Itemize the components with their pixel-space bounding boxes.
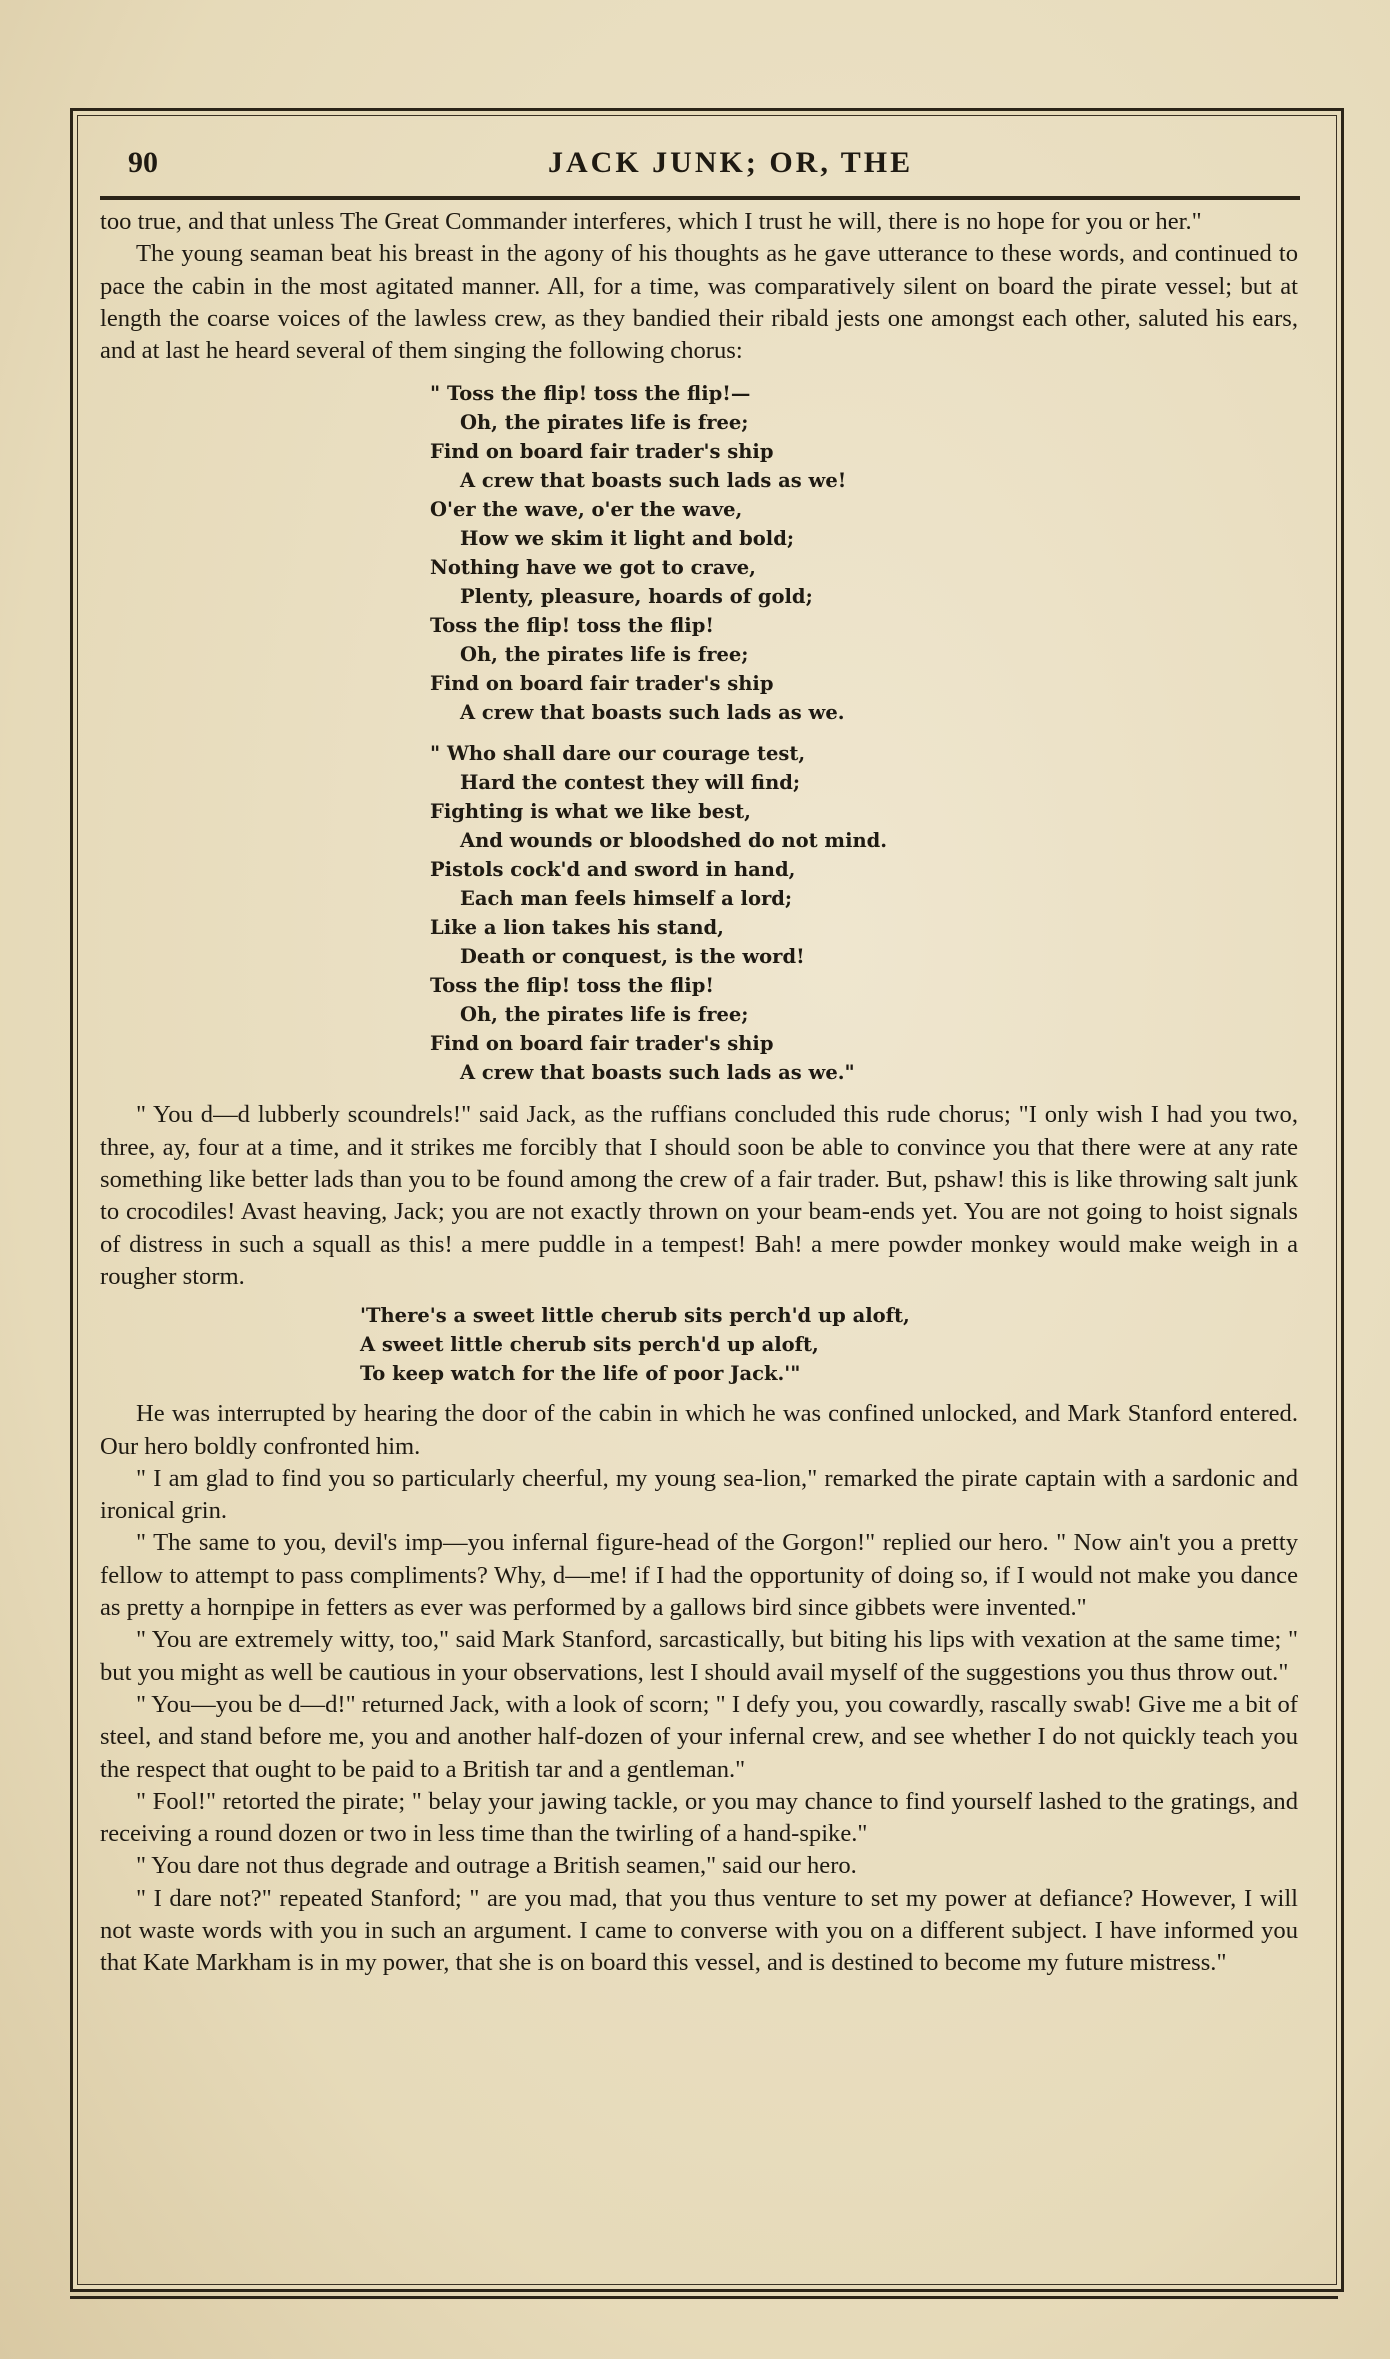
verse-line: Hard the contest they will find;: [460, 771, 801, 795]
verse-line: Find on board fair trader's ship: [430, 672, 774, 696]
running-head: JACK JUNK; OR, THE: [548, 146, 914, 179]
verse-line: A sweet little cherub sits perch'd up aloft,: [360, 1333, 819, 1357]
verse-line: Toss the flip! toss the flip!: [430, 614, 714, 638]
verse-line: 'There's a sweet little cherub sits perch'd up aloft,: [360, 1304, 910, 1328]
paragraph: " You dare not thus degrade and outrage a British seamen," said our hero.: [136, 1852, 857, 1880]
paragraph: too true, and that unless The Great Commander interferes, which I trust he will, there is no hope for you or her.": [100, 208, 1202, 235]
verse-line: Plenty, pleasure, hoards of gold;: [460, 585, 813, 609]
verse-line: Toss the flip! toss the flip!: [430, 974, 714, 998]
verse-line: " Toss the flip! toss the flip!—: [430, 382, 751, 406]
page-header: [128, 142, 1308, 192]
verse-line: Nothing have we got to crave,: [430, 556, 756, 580]
paragraph: " You are extremely witty, too," said Mark Stanford, sarcastically, but biting his lips with vexation at the same time; " but you might as well be cautious in your observations, lest I should avail myself of the suggestions you thus throw out.": [100, 1626, 1298, 1686]
verse-line: A crew that boasts such lads as we.: [460, 701, 845, 725]
verse-line: How we skim it light and bold;: [460, 527, 795, 551]
paragraph: The young seaman beat his breast in the agony of his thoughts as he gave utterance to these words, and continued to pace the cabin in the most agitated manner. All, for a time, was comparatively silent on board the pirate vessel; but at length the coarse voices of the lawless crew, as they bandied their ribald jests one amongst each other, saluted his ears, and at last he heard several of them singing the following chorus:: [100, 240, 1298, 365]
verse-line: O'er the wave, o'er the wave,: [430, 498, 743, 522]
cherub-verse: [100, 1301, 1298, 1388]
verse-line: To keep watch for the life of poor Jack.'": [360, 1362, 801, 1386]
paragraph: " I dare not?" repeated Stanford; " are you mad, that you thus venture to set my power at defiance? However, I will not waste words with you in such an argument. I came to converse with you on a different subject. I have informed you that Kate Markham is in my power, that she is on board this vessel, and is destined to become my future mistress.": [100, 1884, 1298, 1977]
verse-line: " Who shall dare our courage test,: [430, 742, 806, 766]
verse-line: And wounds or bloodshed do not mind.: [460, 829, 888, 853]
verse-line: A crew that boasts such lads as we.": [460, 1061, 855, 1085]
paragraph: " You—you be d—d!" returned Jack, with a look of scorn; " I defy you, you cowardly, rascally swab! Give me a bit of steel, and stand before me, you and another half-dozen of your infernal crew, and see whether I do not quickly teach you the respect that ought to be paid to a British tar and a gentleman.": [100, 1690, 1298, 1783]
verse-line: Each man feels himself a lord;: [460, 887, 793, 911]
verse-line: Like a lion takes his stand,: [430, 916, 724, 940]
paragraph: " You d—d lubberly scoundrels!" said Jack, as the ruffians concluded this rude chorus; "I only wish I had you two, three, ay, four at a time, and it strikes me forcibly that I should soon be able to convince you that there were at any rate something like better lads than you to be found among the crew of a fair trader. But, pshaw! this is like throwing salt junk to crocodiles! Avast heaving, Jack; you are not exactly thrown on your beam-ends yet. You are not going to hoist signals of distress in such a squall as this! a mere puddle in a tempest! Bah! a mere powder monkey would make weigh in a rougher storm.: [100, 1101, 1298, 1290]
verse-line: Oh, the pirates life is free;: [460, 1003, 749, 1027]
paragraph: " Fool!" retorted the pirate; " belay your jawing tackle, or you may chance to find yourself lashed to the gratings, and receiving a round dozen or two in less time than the twirling of a hand-spike.": [100, 1787, 1298, 1848]
header-rule: [100, 196, 1300, 200]
paragraph: " I am glad to find you so particularly cheerful, my young sea-lion," remarked the pirate captain with a sardonic and ironical grin.: [100, 1464, 1298, 1525]
verse-line: Oh, the pirates life is free;: [460, 643, 749, 667]
verse-line: Oh, the pirates life is free;: [460, 411, 749, 435]
verse-line: Pistols cock'd and sword in hand,: [430, 858, 796, 882]
stanza: [430, 379, 1298, 727]
verse-line: Fighting is what we like best,: [430, 800, 751, 824]
verse-line: Find on board fair trader's ship: [430, 440, 774, 464]
page-number: 90: [128, 146, 158, 179]
paragraph: " The same to you, devil's imp—you infernal figure-head of the Gorgon!" replied our hero. " Now ain't you a pretty fellow to attempt to pass compliments? Why, d—me! if I had the opportunity of doing so, if I would not make you dance as pretty a hornpipe in fetters as ever was performed by a gallows bird since gibbets were invented.": [100, 1529, 1298, 1622]
verse-line: Find on board fair trader's ship: [430, 1032, 774, 1056]
page-body: [100, 206, 1298, 1980]
paragraph: He was interrupted by hearing the door of the cabin in which he was confined unlocked, and Mark Stanford entered. Our hero boldly confronted him.: [100, 1400, 1298, 1460]
stanza: [430, 739, 1298, 1087]
verse-line: Death or conquest, is the word!: [460, 945, 805, 969]
verse-line: A crew that boasts such lads as we!: [460, 469, 847, 493]
footer-rule: [70, 2296, 1338, 2299]
pirate-chorus: [100, 379, 1298, 1087]
